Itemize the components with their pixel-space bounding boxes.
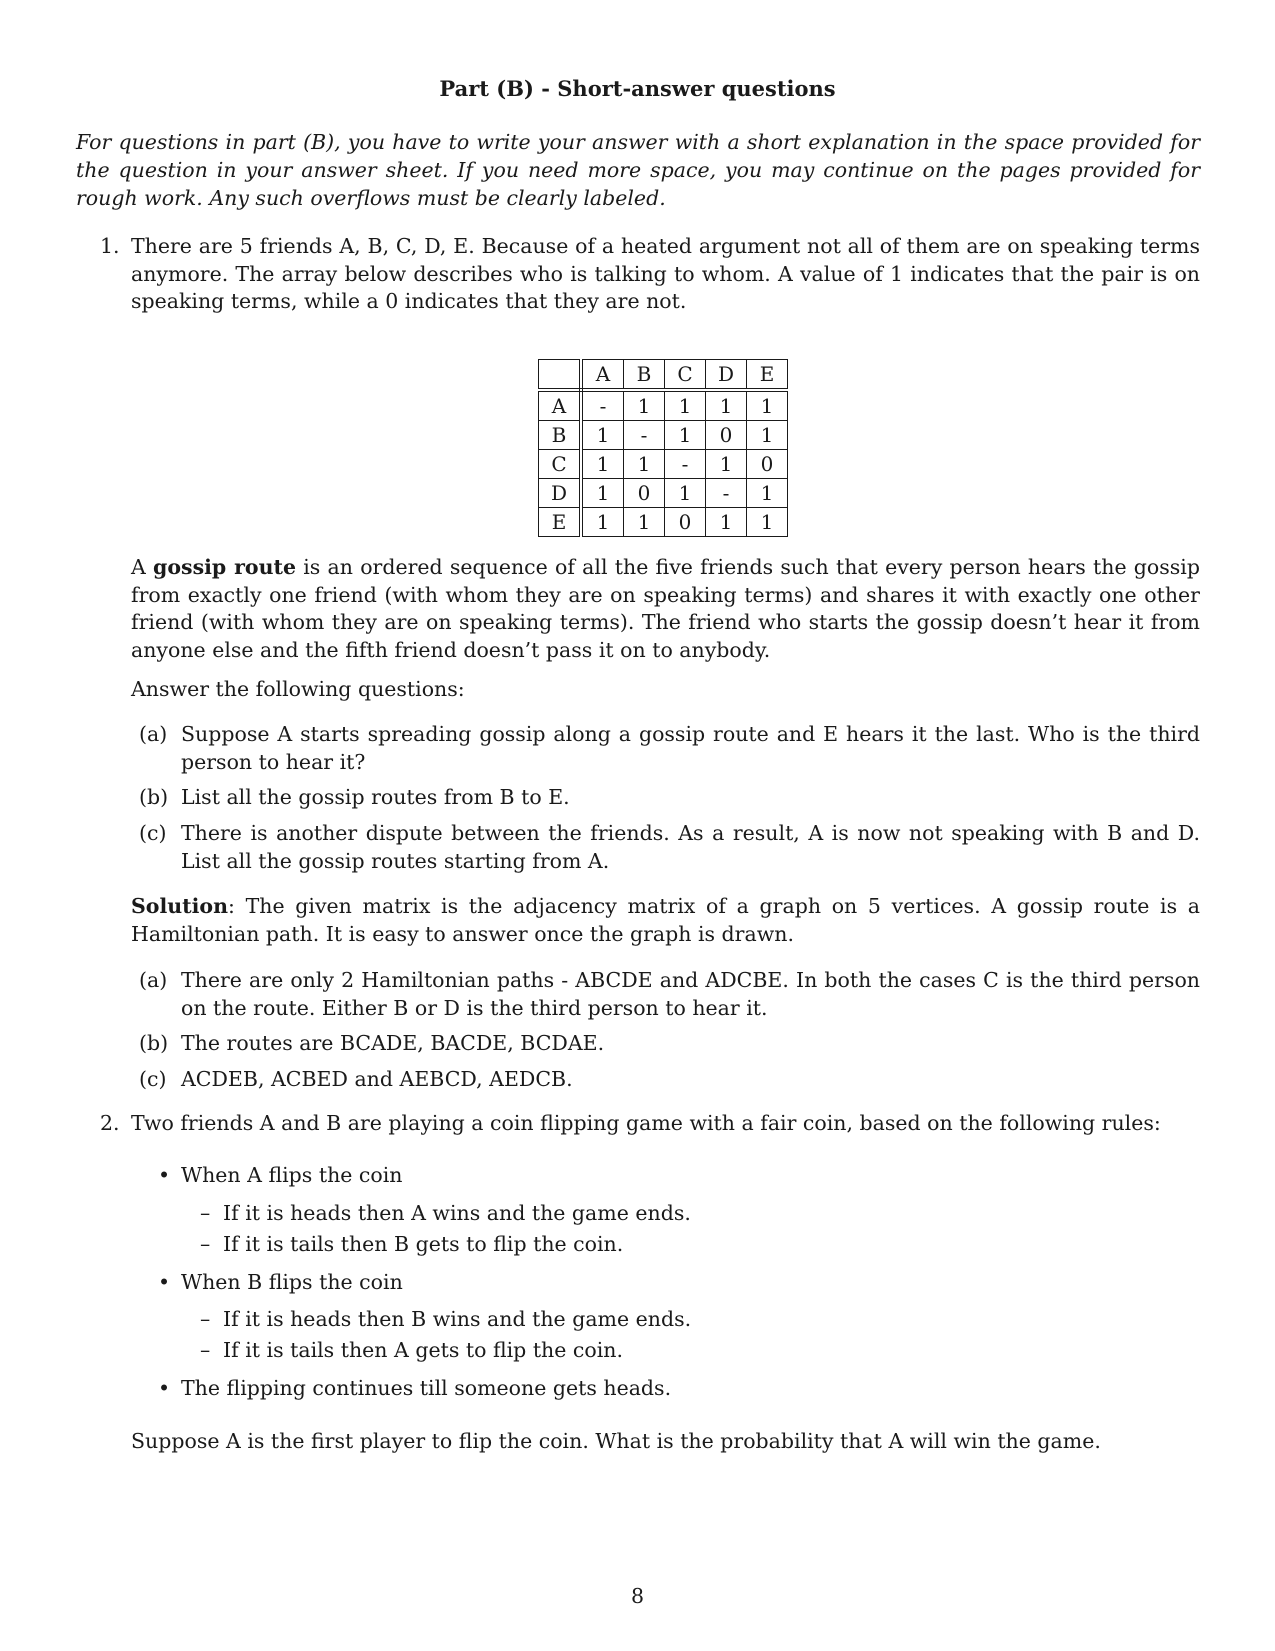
gossip-route-definition xyxy=(131,554,1200,664)
sub-bullet-text: If it is heads then B wins and the game ends. xyxy=(223,1307,692,1331)
answer-prompt: Answer the following questions: xyxy=(131,677,465,701)
solution-part-label: (a) xyxy=(139,968,168,992)
col-header: D xyxy=(706,360,747,391)
table-cell: 1 xyxy=(624,390,665,421)
solution-part-label: (c) xyxy=(139,1067,167,1091)
table-cell: 0 xyxy=(665,508,706,537)
table-cell: 1 xyxy=(747,390,788,421)
col-header: A xyxy=(581,360,624,391)
table-cell: 1 xyxy=(665,479,706,508)
row-header: E xyxy=(539,508,582,537)
part-label: (b) xyxy=(139,785,169,809)
col-header: C xyxy=(665,360,706,391)
row-header: D xyxy=(539,479,582,508)
row-header: C xyxy=(539,450,582,479)
sub-bullet-text: If it is heads then A wins and the game ends. xyxy=(223,1201,691,1225)
bullet-text: The flipping continues till someone gets heads. xyxy=(181,1376,672,1400)
dash-icon: – xyxy=(200,1201,211,1225)
bullet-text: When A flips the coin xyxy=(181,1163,403,1187)
table-cell: 1 xyxy=(581,421,624,450)
table-row xyxy=(539,479,788,508)
definition-body: is an ordered sequence of all the five friends such that every person hears the gossip from exactly one friend (with whom they are on speaking terms) and shares it with exactly one other friend (with whom they are on speaking terms). The friend who starts the gossip doesn’t hear it from anyone else and the fifth friend doesn’t pass it on to anybody. xyxy=(131,555,1200,662)
table-cell: 1 xyxy=(624,450,665,479)
instructions-paragraph: For questions in part (B), you have to write your answer with a short explanation in the space provided for the question in your answer sheet. If you need more space, you may continue on the pages provided for rough work. Any such overflows must be clearly labeled. xyxy=(76,130,1200,210)
table-corner-cell xyxy=(539,360,582,391)
col-header: E xyxy=(747,360,788,391)
part-label: (c) xyxy=(139,821,167,845)
table-row xyxy=(539,421,788,450)
table-row xyxy=(539,450,788,479)
table-row xyxy=(539,390,788,421)
solution-text: : The given matrix is the adjacency matrix of a graph on 5 vertices. A gossip route is a Hamiltonian path. It is easy to answer once the graph is drawn. xyxy=(131,894,1200,946)
solution-part-label: (b) xyxy=(139,1031,169,1055)
bullet-icon: • xyxy=(158,1270,171,1294)
table-cell: 1 xyxy=(747,508,788,537)
table-cell: 1 xyxy=(624,508,665,537)
adjacency-table xyxy=(538,359,788,537)
row-header: B xyxy=(539,421,582,450)
solution-part-text: There are only 2 Hamiltonian paths - ABCDE and ADCBE. In both the cases C is the third person on the route. Either B or D is the third person to hear it. xyxy=(181,968,1200,1020)
table-cell: 1 xyxy=(747,421,788,450)
table-cell: 1 xyxy=(581,479,624,508)
table-row xyxy=(539,508,788,537)
row-header: A xyxy=(539,390,582,421)
table-cell: 0 xyxy=(624,479,665,508)
table-cell: 1 xyxy=(581,450,624,479)
question-2-prompt: Suppose A is the first player to flip the coin. What is the probability that A will win the game. xyxy=(131,1429,1101,1453)
solution-part-text: The routes are BCADE, BACDE, BCDAE. xyxy=(181,1031,605,1055)
table-header-row xyxy=(539,360,788,391)
section-title: Part (B) - Short-answer questions xyxy=(439,76,836,101)
question-1-number: 1. xyxy=(100,234,120,258)
table-cell: 0 xyxy=(706,421,747,450)
table-cell: 1 xyxy=(665,421,706,450)
part-text: There is another dispute between the friends. As a result, A is now not speaking with B and D. List all the gossip routes starting from A. xyxy=(181,821,1200,873)
page-number: 8 xyxy=(630,1584,645,1608)
solution-paragraph xyxy=(131,893,1200,948)
table-cell: 1 xyxy=(665,390,706,421)
dash-icon: – xyxy=(200,1307,211,1331)
defined-term: gossip route xyxy=(153,555,296,579)
table-cell: 1 xyxy=(747,479,788,508)
part-text: Suppose A starts spreading gossip along a gossip route and E hears it the last. Who is the third person to hear it? xyxy=(181,722,1200,774)
part-text: List all the gossip routes from B to E. xyxy=(181,785,570,809)
bullet-text: When B flips the coin xyxy=(181,1270,403,1294)
bullet-icon: • xyxy=(158,1163,171,1187)
definition-prefix: A xyxy=(131,555,154,579)
bullet-icon: • xyxy=(158,1376,171,1400)
table-cell: 1 xyxy=(581,508,624,537)
sub-bullet-text: If it is tails then B gets to flip the coin. xyxy=(223,1232,624,1256)
solution-label: Solution xyxy=(131,894,229,918)
question-1-text: There are 5 friends A, B, C, D, E. Because of a heated argument not all of them are on speaking terms anymore. The array below describes who is talking to whom. A value of 1 indicates that the pair is on speaking terms, while a 0 indicates that they are not. xyxy=(131,234,1200,313)
question-2-text: Two friends A and B are playing a coin flipping game with a fair coin, based on the following rules: xyxy=(131,1111,1161,1135)
table-cell: 1 xyxy=(706,390,747,421)
dash-icon: – xyxy=(200,1338,211,1362)
question-2-number: 2. xyxy=(100,1111,120,1135)
table-cell: - xyxy=(665,450,706,479)
col-header: B xyxy=(624,360,665,391)
dash-icon: – xyxy=(200,1232,211,1256)
table-cell: 1 xyxy=(706,508,747,537)
solution-part-text: ACDEB, ACBED and AEBCD, AEDCB. xyxy=(181,1067,573,1091)
table-cell: 0 xyxy=(747,450,788,479)
part-label: (a) xyxy=(139,722,168,746)
sub-bullet-text: If it is tails then A gets to flip the coin. xyxy=(223,1338,624,1362)
table-cell: - xyxy=(581,390,624,421)
table-cell: - xyxy=(706,479,747,508)
table-cell: 1 xyxy=(706,450,747,479)
table-cell: - xyxy=(624,421,665,450)
